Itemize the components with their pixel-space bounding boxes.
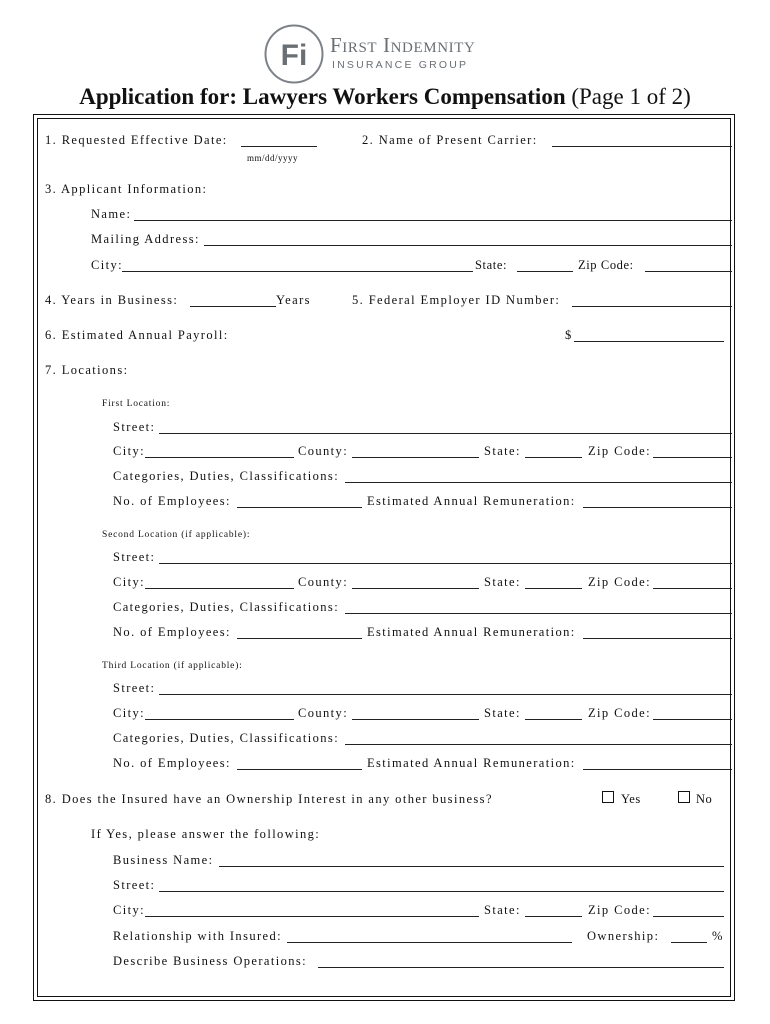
location-2-employees-label: No. of Employees: [113, 625, 231, 639]
location-1-zip-field[interactable] [653, 445, 732, 458]
locations-heading: 7. Locations: [45, 363, 129, 377]
annual-payroll-field[interactable] [574, 329, 724, 342]
applicant-state-field[interactable] [517, 259, 573, 272]
applicant-city-label: City: [91, 258, 124, 272]
location-1-employees-field[interactable] [237, 495, 362, 508]
location-1-zip-label: Zip Code: [588, 444, 651, 458]
page-indicator: (Page 1 of 2) [571, 84, 691, 109]
business-operations-field[interactable] [318, 955, 724, 968]
location-2-street-label: Street: [113, 550, 156, 564]
business-name-label: Business Name: [113, 853, 214, 867]
location-2-city-label: City: [113, 575, 146, 589]
business-zip-field[interactable] [653, 904, 724, 917]
applicant-name-label: Name: [91, 207, 132, 221]
location-3-categories-field[interactable] [345, 732, 732, 745]
logo-icon [264, 24, 324, 84]
location-1-remuneration-field[interactable] [583, 495, 732, 508]
if-yes-instructions: If Yes, please answer the following: [91, 827, 321, 841]
location-3-city-label: City: [113, 706, 146, 720]
location-3-city-field[interactable] [145, 707, 294, 720]
location-3-zip-label: Zip Code: [588, 706, 651, 720]
location-3-zip-field[interactable] [653, 707, 732, 720]
business-name-field[interactable] [219, 854, 724, 867]
location-3-categories-label: Categories, Duties, Classifications: [113, 731, 340, 745]
years-unit-label: Years [276, 293, 311, 307]
applicant-zip-label: Zip Code: [578, 258, 634, 272]
company-logo [264, 24, 324, 84]
location-1-remuneration-label: Estimated Annual Remuneration: [367, 494, 576, 508]
applicant-info-heading: 3. Applicant Information: [45, 182, 208, 196]
location-3-remuneration-field[interactable] [583, 757, 732, 770]
ownership-percent-label: Ownership: [587, 929, 660, 943]
applicant-name-field[interactable] [134, 208, 732, 221]
business-state-label: State: [484, 903, 521, 917]
percent-symbol: % [712, 929, 723, 943]
brand-subtitle: INSURANCE GROUP [332, 59, 469, 71]
location-1-heading: First Location: [102, 399, 171, 409]
location-1-city-field[interactable] [145, 445, 294, 458]
business-street-field[interactable] [159, 879, 724, 892]
date-format-hint: mm/dd/yyyy [247, 153, 299, 163]
business-city-field[interactable] [145, 904, 479, 917]
location-3-state-label: State: [484, 706, 521, 720]
business-city-label: City: [113, 903, 146, 917]
business-zip-label: Zip Code: [588, 903, 651, 917]
location-1-county-field[interactable] [352, 445, 479, 458]
location-2-remuneration-field[interactable] [583, 626, 732, 639]
location-2-county-label: County: [298, 575, 349, 589]
effective-date-label: 1. Requested Effective Date: [45, 133, 228, 147]
location-2-state-label: State: [484, 575, 521, 589]
years-in-business-label: 4. Years in Business: [45, 293, 179, 307]
location-2-zip-field[interactable] [653, 576, 732, 589]
location-3-county-label: County: [298, 706, 349, 720]
logo-mark: Fi [280, 39, 308, 72]
payroll-currency-symbol: $ [565, 328, 572, 342]
mailing-address-label: Mailing Address: [91, 232, 200, 246]
location-1-street-label: Street: [113, 420, 156, 434]
location-2-street-field[interactable] [159, 551, 732, 564]
location-1-state-field[interactable] [525, 445, 582, 458]
years-in-business-field[interactable] [190, 294, 276, 307]
page-title [0, 84, 770, 110]
ownership-yes-checkbox[interactable] [602, 791, 614, 803]
ownership-interest-question: 8. Does the Insured have an Ownership Interest in any other business? [45, 792, 493, 806]
ownership-percent-field[interactable] [671, 930, 707, 943]
relationship-field[interactable] [287, 930, 572, 943]
brand-name: First Indemnity [330, 33, 476, 57]
location-3-remuneration-label: Estimated Annual Remuneration: [367, 756, 576, 770]
ownership-yes-label: Yes [621, 792, 641, 806]
location-1-employees-label: No. of Employees: [113, 494, 231, 508]
location-1-city-label: City: [113, 444, 146, 458]
location-1-county-label: County: [298, 444, 349, 458]
present-carrier-field[interactable] [552, 134, 732, 147]
effective-date-field[interactable] [241, 134, 317, 147]
location-2-categories-field[interactable] [345, 601, 732, 614]
location-3-street-label: Street: [113, 681, 156, 695]
annual-payroll-label: 6. Estimated Annual Payroll: [45, 328, 229, 342]
location-2-employees-field[interactable] [237, 626, 362, 639]
present-carrier-label: 2. Name of Present Carrier: [362, 133, 538, 147]
location-2-city-field[interactable] [145, 576, 294, 589]
location-2-state-field[interactable] [525, 576, 582, 589]
business-operations-label: Describe Business Operations: [113, 954, 308, 968]
ownership-no-label: No [696, 792, 713, 806]
location-2-categories-label: Categories, Duties, Classifications: [113, 600, 340, 614]
applicant-state-label: State: [475, 258, 508, 272]
form-title: Application for: Lawyers Workers Compensation [79, 84, 566, 109]
location-3-street-field[interactable] [159, 682, 732, 695]
applicant-zip-field[interactable] [645, 259, 732, 272]
relationship-label: Relationship with Insured: [113, 929, 283, 943]
location-3-heading: Third Location (if applicable): [102, 661, 243, 671]
location-1-categories-label: Categories, Duties, Classifications: [113, 469, 340, 483]
location-2-remuneration-label: Estimated Annual Remuneration: [367, 625, 576, 639]
location-2-zip-label: Zip Code: [588, 575, 651, 589]
mailing-address-field[interactable] [204, 233, 732, 246]
location-3-employees-field[interactable] [237, 757, 362, 770]
location-1-street-field[interactable] [159, 421, 732, 434]
ownership-no-checkbox[interactable] [678, 791, 690, 803]
location-3-county-field[interactable] [352, 707, 479, 720]
location-1-categories-field[interactable] [345, 470, 732, 483]
applicant-city-field[interactable] [122, 259, 473, 272]
location-2-county-field[interactable] [352, 576, 479, 589]
fein-label: 5. Federal Employer ID Number: [352, 293, 561, 307]
location-1-state-label: State: [484, 444, 521, 458]
location-3-state-field[interactable] [525, 707, 582, 720]
location-2-heading: Second Location (if applicable): [102, 530, 251, 540]
business-street-label: Street: [113, 878, 156, 892]
location-3-employees-label: No. of Employees: [113, 756, 231, 770]
fein-field[interactable] [572, 294, 732, 307]
business-state-field[interactable] [525, 904, 582, 917]
